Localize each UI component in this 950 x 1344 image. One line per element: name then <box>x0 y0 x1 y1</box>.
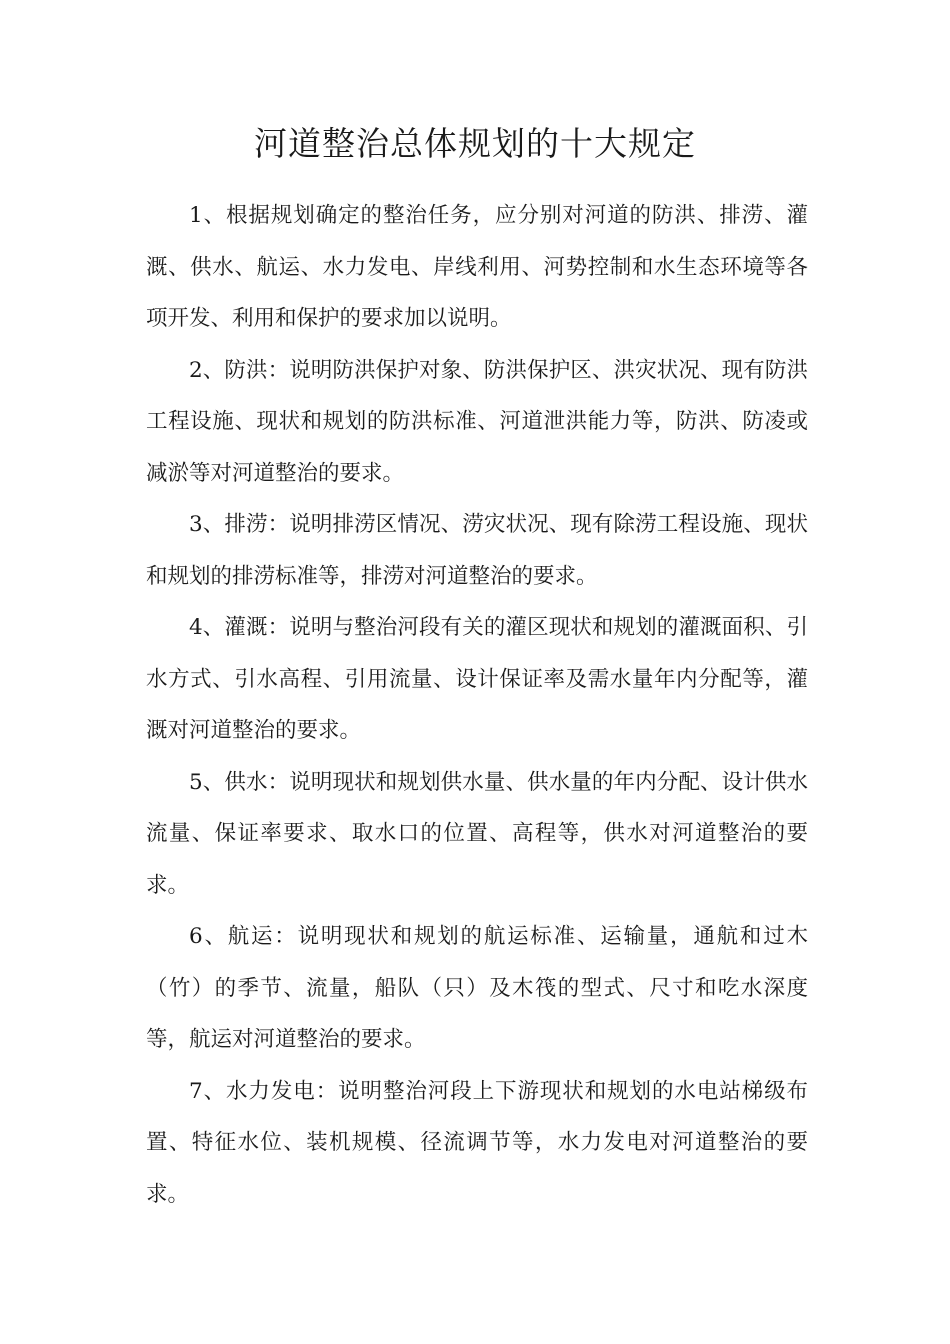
document-title: 河道整治总体规划的十大规定 <box>254 124 696 163</box>
paragraph-2: 2、防洪：说明防洪保护对象、防洪保护区、洪灾状况、现有防洪工程设施、现状和规划的防洪标准、河道泄洪能力等，防洪、防凌或减淤等对河道整治的要求。 <box>146 357 808 486</box>
paragraph-1: 1、根据规划确定的整治任务，应分别对河道的防洪、排涝、灌溉、供水、航运、水力发电、岸线利用、河势控制和水生态环境等各项开发、利用和保护的要求加以说明。 <box>146 203 808 331</box>
paragraph-6: 6、航运：说明现状和规划的航运标准、运输量，通航和过木（竹）的季节、流量，船队（只）及木筏的型式、尺寸和吃水深度等，航运对河道整治的要求。 <box>146 924 808 1052</box>
document-body <box>146 190 808 1220</box>
paragraph-5: 5、供水：说明现状和规划供水量、供水量的年内分配、设计供水流量、保证率要求、取水口的位置、高程等，供水对河道整治的要求。 <box>146 769 808 898</box>
paragraph-7: 7、水力发电：说明整治河段上下游现状和规划的水电站梯级布置、特征水位、装机规模、径流调节等，水力发电对河道整治的要求。 <box>146 1078 808 1207</box>
paragraph-4: 4、灌溉：说明与整治河段有关的灌区现状和规划的灌溉面积、引水方式、引水高程、引用流量、设计保证率及需水量年内分配等，灌溉对河道整治的要求。 <box>146 615 808 743</box>
paragraph-3: 3、排涝：说明排涝区情况、涝灾状况、现有除涝工程设施、现状和规划的排涝标准等，排涝对河道整治的要求。 <box>146 512 808 589</box>
